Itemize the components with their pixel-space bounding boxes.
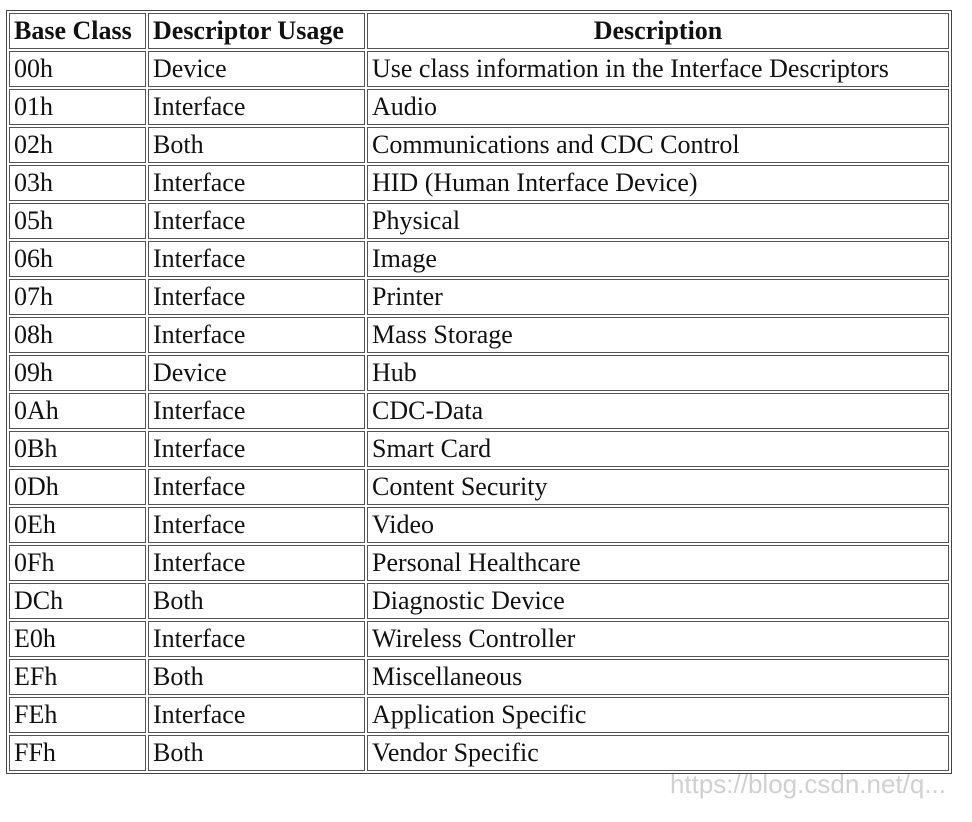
cell-base-class: 07h [9, 279, 146, 315]
cell-base-class: FFh [9, 735, 146, 771]
cell-description: Wireless Controller [367, 621, 949, 657]
table-row [9, 165, 949, 201]
cell-descriptor-usage: Interface [148, 317, 365, 353]
table-row [9, 241, 949, 277]
table-row [9, 697, 949, 733]
watermark: https://blog.csdn.net/q... [669, 769, 946, 799]
cell-base-class: 06h [9, 241, 146, 277]
cell-base-class: 02h [9, 127, 146, 163]
cell-base-class: 08h [9, 317, 146, 353]
cell-description: Communications and CDC Control [367, 127, 949, 163]
header-description: Description [367, 13, 949, 49]
cell-description: Application Specific [367, 697, 949, 733]
cell-descriptor-usage: Both [148, 659, 365, 695]
cell-base-class: E0h [9, 621, 146, 657]
header-base-class: Base Class [9, 13, 146, 49]
cell-description: Use class information in the Interface Descriptors [367, 51, 949, 87]
cell-base-class: 05h [9, 203, 146, 239]
cell-description: Diagnostic Device [367, 583, 949, 619]
cell-description: Hub [367, 355, 949, 391]
cell-base-class: 01h [9, 89, 146, 125]
cell-base-class: 0Dh [9, 469, 146, 505]
cell-description: Miscellaneous [367, 659, 949, 695]
header-row [9, 13, 949, 49]
cell-description: Smart Card [367, 431, 949, 467]
cell-base-class: 03h [9, 165, 146, 201]
table-body [9, 51, 949, 771]
cell-descriptor-usage: Interface [148, 241, 365, 277]
cell-descriptor-usage: Interface [148, 203, 365, 239]
table-row [9, 355, 949, 391]
cell-descriptor-usage: Interface [148, 469, 365, 505]
table-row [9, 51, 949, 87]
cell-descriptor-usage: Interface [148, 507, 365, 543]
table-row [9, 203, 949, 239]
table-row [9, 507, 949, 543]
usb-base-class-table [6, 10, 952, 774]
cell-descriptor-usage: Interface [148, 697, 365, 733]
table-row [9, 583, 949, 619]
cell-descriptor-usage: Interface [148, 279, 365, 315]
cell-description: Vendor Specific [367, 735, 949, 771]
cell-base-class: 00h [9, 51, 146, 87]
cell-descriptor-usage: Both [148, 127, 365, 163]
cell-descriptor-usage: Device [148, 355, 365, 391]
table-row [9, 89, 949, 125]
cell-description: Mass Storage [367, 317, 949, 353]
table-row [9, 621, 949, 657]
cell-description: Content Security [367, 469, 949, 505]
table-row [9, 659, 949, 695]
cell-descriptor-usage: Interface [148, 165, 365, 201]
cell-descriptor-usage: Interface [148, 621, 365, 657]
cell-description: Image [367, 241, 949, 277]
cell-description: Physical [367, 203, 949, 239]
cell-base-class: 0Bh [9, 431, 146, 467]
table-row [9, 469, 949, 505]
cell-base-class: 0Eh [9, 507, 146, 543]
cell-descriptor-usage: Interface [148, 431, 365, 467]
cell-base-class: 0Fh [9, 545, 146, 581]
cell-descriptor-usage: Both [148, 735, 365, 771]
table-header [9, 13, 949, 49]
cell-descriptor-usage: Both [148, 583, 365, 619]
cell-base-class: EFh [9, 659, 146, 695]
cell-description: CDC-Data [367, 393, 949, 429]
cell-description: Personal Healthcare [367, 545, 949, 581]
cell-descriptor-usage: Interface [148, 545, 365, 581]
usb-class-table-container [6, 10, 952, 774]
cell-descriptor-usage: Device [148, 51, 365, 87]
table-row [9, 545, 949, 581]
cell-description: Printer [367, 279, 949, 315]
cell-description: Video [367, 507, 949, 543]
table-row [9, 431, 949, 467]
cell-description: HID (Human Interface Device) [367, 165, 949, 201]
cell-base-class: FEh [9, 697, 146, 733]
cell-descriptor-usage: Interface [148, 393, 365, 429]
header-descriptor-usage: Descriptor Usage [148, 13, 365, 49]
table-row [9, 127, 949, 163]
cell-description: Audio [367, 89, 949, 125]
table-row [9, 735, 949, 771]
cell-descriptor-usage: Interface [148, 89, 365, 125]
table-row [9, 317, 949, 353]
cell-base-class: DCh [9, 583, 146, 619]
table-row [9, 393, 949, 429]
cell-base-class: 09h [9, 355, 146, 391]
table-row [9, 279, 949, 315]
cell-base-class: 0Ah [9, 393, 146, 429]
